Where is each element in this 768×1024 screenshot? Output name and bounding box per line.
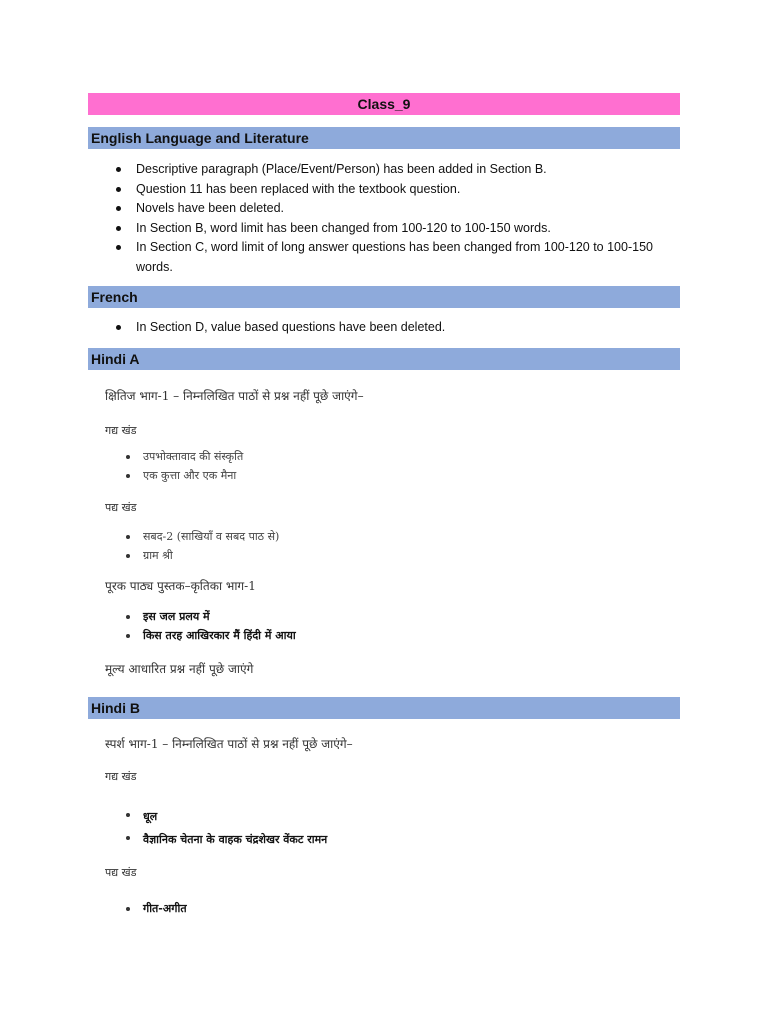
hindi-b-intro: स्पर्श भाग-1 – निम्नलिखित पाठों से प्रश्न नहीं पूछे जाएंगे– (105, 737, 353, 751)
section-heading-hindi-a (88, 348, 680, 370)
list-item: वैज्ञानिक चेतना के वाहक चंद्रशेखर वेंकट रामन (88, 828, 680, 851)
hindi-b-padya-list (88, 899, 680, 918)
list-item: इस जल प्रलय में (88, 607, 680, 626)
hindi-a-intro: क्षितिज भाग-1 – निम्नलिखित पाठों से प्रश्न नहीं पूछे जाएंगे– (105, 389, 364, 403)
list-item: सबद-2 (साखियाँ व सबद पाठ से) (88, 527, 680, 546)
section-heading-french (88, 286, 680, 308)
hindi-a-note: मूल्य आधारित प्रश्न नहीं पूछे जाएंगे (105, 662, 254, 676)
list-item: In Section C, word limit of long answer questions has been changed from 100-120 to 100-150 words. (88, 238, 680, 277)
list-item: उपभोक्तावाद की संस्कृति (88, 447, 680, 466)
list-item: Question 11 has been replaced with the textbook question. (88, 180, 680, 200)
hindi-a-purak-list (88, 607, 680, 645)
list-item: एक कुत्ता और एक मैना (88, 466, 680, 485)
class-title-bar (88, 93, 680, 115)
list-item: In Section B, word limit has been changed from 100-120 to 100-150 words. (88, 219, 680, 239)
hindi-b-padya-label: पद्य खंड (105, 866, 137, 879)
english-heading-text: English Language and Literature (91, 130, 309, 146)
list-item: Novels have been deleted. (88, 199, 680, 219)
list-item: किस तरह आखिरकार मैं हिंदी में आया (88, 626, 680, 645)
list-item: ग्राम श्री (88, 546, 680, 565)
section-heading-hindi-b (88, 697, 680, 719)
french-heading-text: French (91, 289, 138, 305)
english-list (88, 160, 680, 277)
hindi-b-gadya-label: गद्य खंड (105, 770, 137, 783)
hindi-a-heading-text: Hindi A (91, 351, 140, 367)
list-item: गीत-अगीत (88, 899, 680, 918)
list-item: In Section D, value based questions have been deleted. (88, 318, 680, 338)
list-item: धूल (88, 805, 680, 828)
list-item: Descriptive paragraph (Place/Event/Person) has been added in Section B. (88, 160, 680, 180)
hindi-a-padya-label: पद्य खंड (105, 501, 137, 514)
hindi-a-padya-list (88, 527, 680, 565)
hindi-a-gadya-label: गद्य खंड (105, 424, 137, 437)
class-title: Class_9 (357, 96, 411, 112)
french-list (88, 318, 680, 338)
hindi-a-gadya-list (88, 447, 680, 485)
hindi-b-heading-text: Hindi B (91, 700, 140, 716)
section-heading-english (88, 127, 680, 149)
hindi-a-purak-label: पूरक पाठ्य पुस्तक–कृतिका भाग-1 (105, 579, 256, 593)
hindi-b-gadya-list (88, 805, 680, 851)
